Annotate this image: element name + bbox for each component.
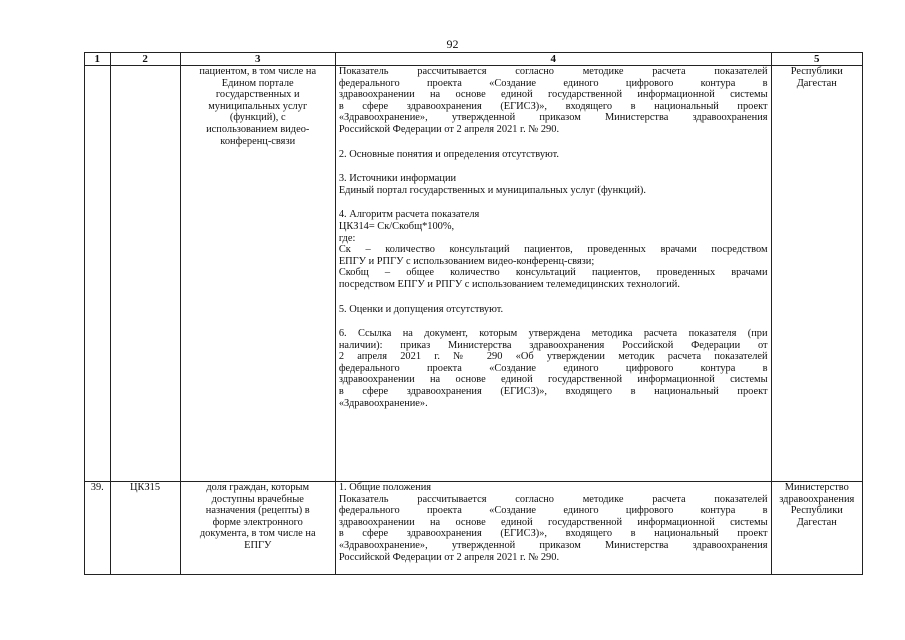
text-line: документа, в том числе на xyxy=(199,528,316,540)
text-line: «Здравоохранение», утвержденной приказом Министерства здравоохранения xyxy=(338,539,768,551)
text-line: в сфере здравоохранения (ЕГИСЗ)», входящего в национальный проект xyxy=(338,528,768,540)
text-line: Едином портале xyxy=(221,77,294,89)
methodology-paragraph xyxy=(339,304,768,316)
column-header-5: 5 xyxy=(771,53,862,66)
methodology-cell xyxy=(335,482,771,575)
text-line: доступны врачебные xyxy=(211,493,304,505)
text-line: 2. Основные понятия и определения отсутствуют. xyxy=(338,148,560,160)
text-line: наличии): приказ Министерства здравоохранения Российской Федерации от xyxy=(338,339,768,351)
text-line: 1. Общие положения xyxy=(338,482,432,493)
page-number: 92 xyxy=(446,37,459,51)
text-line: пациентом, в том числе на xyxy=(199,66,317,77)
text-line: здравоохранения xyxy=(779,493,855,505)
responsible-cell xyxy=(771,66,862,482)
text-line: в сфере здравоохранения (ЕГИСЗ)», входящего в национальный проект xyxy=(338,100,768,112)
text-line: Дагестан xyxy=(796,516,837,528)
row-number-cell xyxy=(85,66,111,482)
indicator-code-cell: ЦКЗ15 xyxy=(110,482,180,575)
methodology-cell xyxy=(335,66,771,482)
text-line: муниципальных услуг xyxy=(208,100,308,112)
text-line: Единый портал государственных и муниципальных услуг (функций). xyxy=(338,184,646,196)
text-line: «Здравоохранение», утвержденной приказом Министерства здравоохранения xyxy=(338,112,768,124)
methodology-paragraph xyxy=(339,482,768,563)
indicators-table xyxy=(84,52,863,575)
text-line: Дагестан xyxy=(796,77,837,89)
responsible-text xyxy=(775,66,859,89)
responsible-text xyxy=(775,482,859,528)
text-line: (функций), с xyxy=(229,112,286,124)
text-line: Показатель рассчитывается согласно методике расчета показателей xyxy=(338,66,768,77)
column-header-3: 3 xyxy=(180,53,335,66)
indicator-code-cell xyxy=(110,66,180,482)
indicator-name-cell xyxy=(180,482,335,575)
text-line: государственных и xyxy=(215,89,300,101)
methodology-paragraph xyxy=(339,209,768,290)
text-line: Республики xyxy=(790,66,843,77)
column-header-1: 1 xyxy=(85,53,111,66)
methodology-paragraph xyxy=(339,149,768,161)
text-line: Ск – количество консультаций пациентов, проведенных врачами посредством xyxy=(338,244,768,256)
methodology-paragraph xyxy=(339,173,768,196)
text-line: использованием видео- xyxy=(206,123,310,135)
text-line: здравоохранении на основе единой государственной информационной системы xyxy=(338,89,768,101)
methodology-paragraph xyxy=(339,66,768,136)
text-line: конференц-связи xyxy=(220,135,296,147)
text-line: «Здравоохранение». xyxy=(338,397,428,409)
column-header-4: 4 xyxy=(335,53,771,66)
text-line: назначения (рецепты) в xyxy=(205,505,310,517)
text-line: посредством ЕПГУ и РПГУ с использованием телемедицинских технологий. xyxy=(338,278,680,290)
text-line: федерального проекта «Создание единого цифрового контура в xyxy=(338,362,768,374)
indicator-name-text xyxy=(184,66,332,147)
text-line: где: xyxy=(338,232,356,244)
text-line: здравоохранении на основе единой государственной информационной системы xyxy=(338,516,768,528)
row-number-cell: 39. xyxy=(85,482,111,575)
text-line: федерального проекта «Создание единого цифрового контура в xyxy=(338,505,768,517)
column-header-2: 2 xyxy=(110,53,180,66)
text-line: здравоохранении на основе единой государственной информационной системы xyxy=(338,374,768,386)
indicator-name-text xyxy=(184,482,332,552)
methodology-text xyxy=(339,482,768,563)
methodology-text xyxy=(339,66,768,409)
text-line: Российской Федерации от 2 апреля 2021 г. № 290. xyxy=(338,123,560,135)
text-line: Показатель рассчитывается согласно методике расчета показателей xyxy=(338,493,768,505)
text-line: 5. Оценки и допущения отсутствуют. xyxy=(338,303,504,315)
text-line: в сфере здравоохранения (ЕГИСЗ)», входящего в национальный проект xyxy=(338,386,768,398)
table-row xyxy=(85,482,863,575)
text-line: ЦКЗ14= Ск/Скобщ*100%, xyxy=(338,220,455,232)
text-line: форме электронного xyxy=(212,516,303,528)
methodology-paragraph xyxy=(339,328,768,409)
table-row xyxy=(85,66,863,482)
text-line: Министерство xyxy=(784,482,849,493)
indicator-name-cell xyxy=(180,66,335,482)
text-line: ЕПГУ и РПГУ с использованием видео-конференц-связи; xyxy=(338,255,595,267)
responsible-cell xyxy=(771,482,862,575)
text-line: Республики xyxy=(790,505,843,517)
text-line: 6. Ссылка на документ, которым утверждена методика расчета показателя (при xyxy=(338,328,768,340)
text-line: 4. Алгоритм расчета показателя xyxy=(338,209,480,221)
text-line: доля граждан, которым xyxy=(206,482,310,493)
text-line: 2 апреля 2021 г. № 290 «Об утверждении методик расчета показателей xyxy=(338,351,768,363)
text-line: Российской Федерации от 2 апреля 2021 г. № 290. xyxy=(338,551,560,563)
text-line: 3. Источники информации xyxy=(338,173,457,185)
table-header-row xyxy=(85,53,863,66)
text-line: Скобщ – общее количество консультаций пациентов, проведенных врачами xyxy=(338,267,768,279)
text-line: федерального проекта «Создание единого цифрового контура в xyxy=(338,77,768,89)
text-line: ЕПГУ xyxy=(244,539,272,551)
